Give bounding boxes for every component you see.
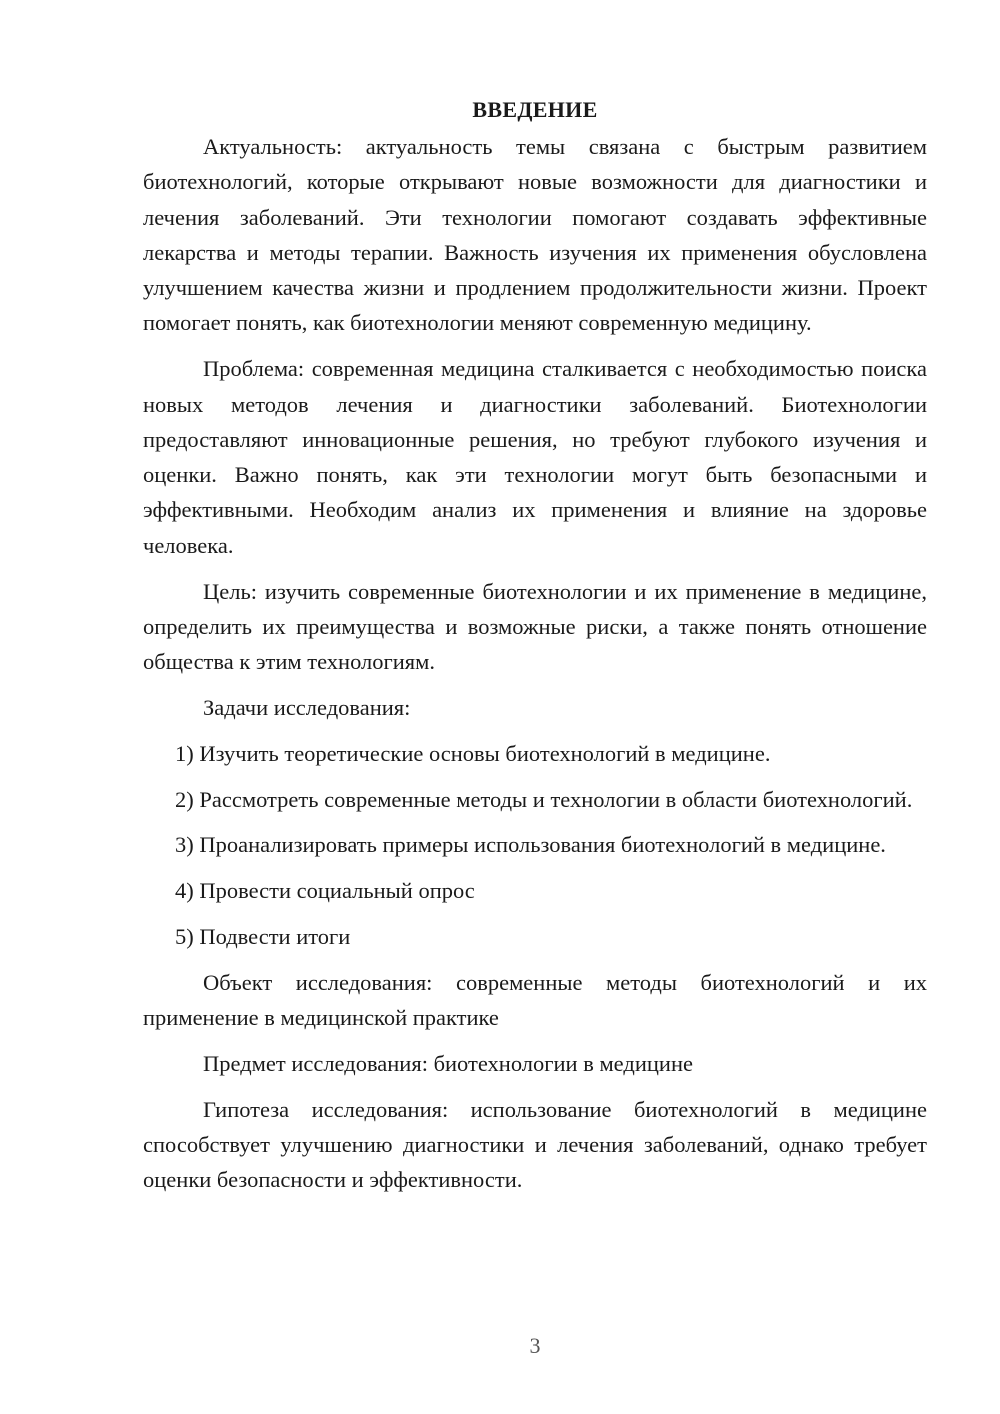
paragraph-subject: Предмет исследования: биотехнологии в медицине [203, 1050, 693, 1076]
task-item-4: 4) Провести социальный опрос [175, 878, 475, 904]
paragraph-hypothesis: Гипотеза исследования: использование биотехнологий в медицине способствует улучшению диагностики и лечения заболеваний, однако требует оценки безопасности и эффективности. [143, 1096, 927, 1193]
paragraph-goal: Цель: изучить современные биотехнологии и их применение в медицине, определить их преимущества и возможные риски, а также понять отношение общества к этим технологиям. [143, 578, 927, 675]
task-item-2: 2) Рассмотреть современные методы и технологии в области биотехнологий. [175, 786, 913, 812]
task-item-3: 3) Проанализировать примеры использования биотехнологий в медицине. [175, 832, 886, 858]
paragraph-problem: Проблема: современная медицина сталкивается с необходимостью поиска новых методов лечения и диагностики заболеваний. Биотехнологии предоставляют инновационные решения, но требуют глубокого изучения и оценки. Важно понять, как эти технологии могут быть безопасными и эффективными. Необходим анализ их применения и влияние на здоровье человека. [143, 356, 927, 558]
paragraph-relevance: Актуальность: актуальность темы связана с быстрым развитием биотехнологий, которые открывают новые возможности для диагностики и лечения заболеваний. Эти технологии помогают создавать эффективные лекарства и методы терапии. Важность изучения их применения обусловлена улучшением качества жизни и продлением продолжительности жизни. Проект помогает понять, как биотехнологии меняют современную медицину. [143, 134, 927, 336]
task-item-1: 1) Изучить теоретические основы биотехнологий в медицине. [175, 740, 771, 766]
paragraph-object: Объект исследования: современные методы биотехнологий и их применение в медицинской практике [143, 969, 927, 1031]
page-content [143, 92, 927, 1208]
section-title: ВВЕДЕНИЕ [472, 97, 598, 122]
page-number: 3 [529, 1333, 541, 1358]
tasks-heading: Задачи исследования: [203, 694, 411, 720]
task-item-5: 5) Подвести итоги [175, 923, 351, 949]
